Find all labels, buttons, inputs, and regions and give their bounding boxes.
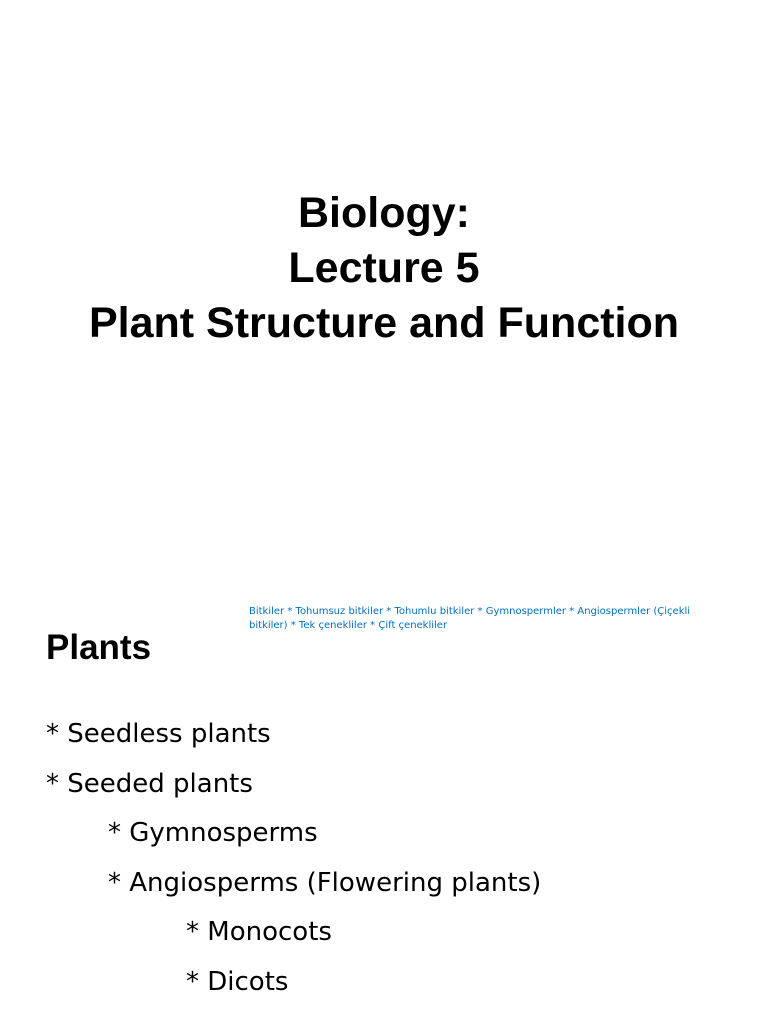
- bullet-item: * Angiosperms (Flowering plants): [108, 867, 542, 898]
- title-line-topic: Plant Structure and Function: [88, 299, 680, 347]
- bullet-list: [46, 710, 541, 1007]
- title-line-subject: Biology:: [298, 189, 470, 237]
- translation-note: Bitkiler * Tohumsuz bitkiler * Tohumlu bitkiler * Gymnospermler * Angiospermler (Çiçekli bitkiler) * Tek çenekliler * Çift çenekliler: [249, 606, 691, 631]
- bullet-item: * Dicots: [186, 966, 289, 997]
- bullet-item: * Gymnosperms: [108, 818, 318, 848]
- bullet-item: * Seeded plants: [46, 768, 253, 799]
- slide-title: [0, 186, 768, 351]
- slide-heading: Plants: [46, 628, 152, 667]
- content-slide: [0, 560, 768, 1024]
- bullet-item: * Monocots: [186, 917, 332, 947]
- title-line-lecture: Lecture 5: [288, 244, 480, 292]
- bullet-item: * Seedless plants: [46, 719, 271, 749]
